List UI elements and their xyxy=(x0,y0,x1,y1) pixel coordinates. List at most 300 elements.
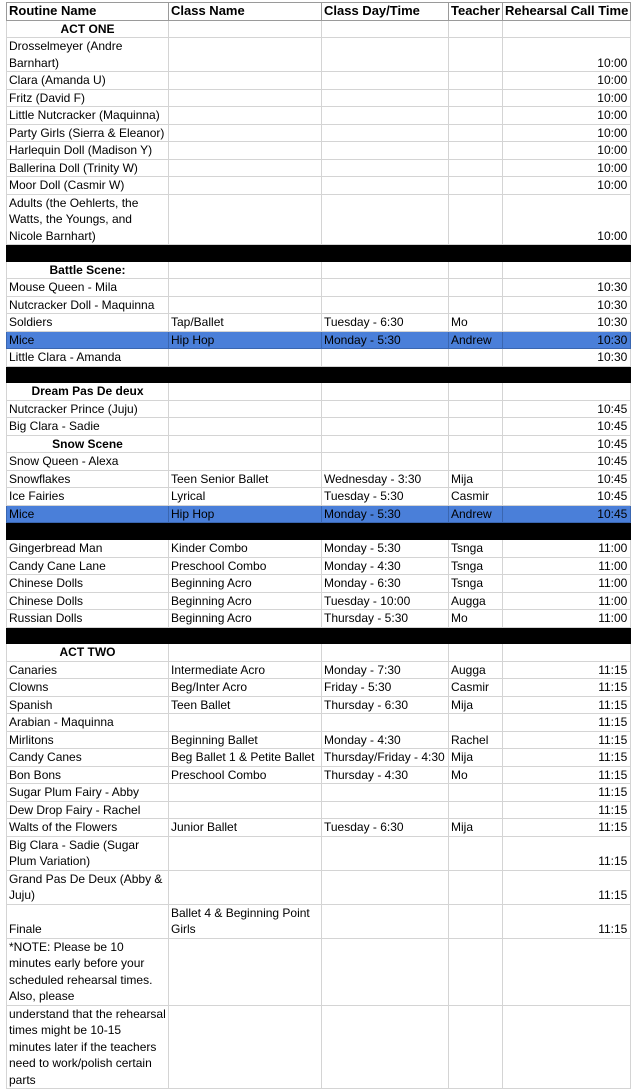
class-day-time-cell[interactable]: Thursday/Friday - 4:30 xyxy=(322,749,449,767)
teacher-cell[interactable]: Casmir xyxy=(449,679,503,697)
table-row xyxy=(7,349,631,367)
divider-cell[interactable] xyxy=(503,245,631,262)
table-row xyxy=(7,453,631,471)
teacher-cell[interactable] xyxy=(449,177,503,195)
table-row xyxy=(7,661,631,679)
teacher-cell[interactable] xyxy=(449,89,503,107)
class-day-time-cell[interactable] xyxy=(322,801,449,819)
routine-name-cell[interactable]: Spanish xyxy=(7,696,169,714)
class-day-time-cell[interactable]: Thursday - 5:30 xyxy=(322,610,449,628)
divider-cell[interactable] xyxy=(449,366,503,383)
section-heading[interactable]: Battle Scene: xyxy=(7,261,169,279)
class-day-time-cell[interactable]: Thursday - 4:30 xyxy=(322,766,449,784)
table-row xyxy=(7,766,631,784)
routine-name-cell[interactable]: Mirlitons xyxy=(7,731,169,749)
call-time-cell[interactable]: 10:00 xyxy=(503,38,631,72)
teacher-cell[interactable] xyxy=(449,349,503,367)
teacher-cell[interactable]: Mo xyxy=(449,314,503,332)
call-time-cell[interactable] xyxy=(503,938,631,1005)
teacher-cell[interactable] xyxy=(449,194,503,245)
class-name-cell[interactable]: Tap/Ballet xyxy=(169,314,322,332)
routine-name-cell[interactable]: Mice xyxy=(7,331,169,349)
rehearsal-schedule-table xyxy=(6,2,631,1089)
class-name-cell[interactable]: Hip Hop xyxy=(169,331,322,349)
routine-name-cell[interactable]: Little Nutcracker (Maquinna) xyxy=(7,107,169,125)
teacher-cell[interactable]: Mo xyxy=(449,610,503,628)
routine-name-cell[interactable]: Little Clara - Amanda xyxy=(7,349,169,367)
table-row xyxy=(7,696,631,714)
class-day-time-cell[interactable] xyxy=(322,261,449,279)
table-row xyxy=(7,194,631,245)
class-day-time-cell[interactable]: Tuesday - 6:30 xyxy=(322,314,449,332)
class-day-time-cell[interactable] xyxy=(322,714,449,732)
class-name-cell[interactable] xyxy=(169,177,322,195)
class-name-cell[interactable]: Preschool Combo xyxy=(169,766,322,784)
call-time-cell[interactable]: 11:00 xyxy=(503,557,631,575)
header-class-day-time[interactable]: Class Day/Time xyxy=(322,3,449,21)
teacher-cell[interactable]: Augga xyxy=(449,592,503,610)
teacher-cell[interactable] xyxy=(449,801,503,819)
class-name-cell[interactable] xyxy=(169,453,322,471)
class-name-cell[interactable] xyxy=(169,383,322,401)
table-row xyxy=(7,107,631,125)
routine-name-cell[interactable]: Soldiers xyxy=(7,314,169,332)
table-row xyxy=(7,784,631,802)
teacher-cell[interactable]: Andrew xyxy=(449,505,503,523)
class-day-time-cell[interactable]: Monday - 6:30 xyxy=(322,575,449,593)
table-row xyxy=(7,72,631,90)
class-name-cell[interactable] xyxy=(169,296,322,314)
class-name-cell[interactable] xyxy=(169,714,322,732)
header-teacher[interactable]: Teacher xyxy=(449,3,503,21)
table-row xyxy=(7,557,631,575)
divider-cell[interactable] xyxy=(7,627,169,644)
call-time-cell[interactable]: 10:45 xyxy=(503,400,631,418)
class-day-time-cell[interactable]: Thursday - 6:30 xyxy=(322,696,449,714)
routine-name-cell[interactable]: Sugar Plum Fairy - Abby xyxy=(7,784,169,802)
class-day-time-cell[interactable]: Wednesday - 3:30 xyxy=(322,470,449,488)
class-day-time-cell[interactable] xyxy=(322,349,449,367)
teacher-cell[interactable] xyxy=(449,159,503,177)
routine-name-cell[interactable]: Candy Canes xyxy=(7,749,169,767)
section-heading-row xyxy=(7,383,631,401)
teacher-cell[interactable] xyxy=(449,261,503,279)
routine-name-cell[interactable]: Nutcracker Doll - Maquinna xyxy=(7,296,169,314)
teacher-cell[interactable] xyxy=(449,784,503,802)
class-day-time-cell[interactable] xyxy=(322,194,449,245)
divider-cell[interactable] xyxy=(322,523,449,540)
class-name-cell[interactable] xyxy=(169,836,322,870)
routine-name-cell[interactable]: Chinese Dolls xyxy=(7,575,169,593)
routine-name-cell[interactable]: Ice Fairies xyxy=(7,488,169,506)
class-name-cell[interactable] xyxy=(169,107,322,125)
routine-name-cell[interactable]: Adults (the Oehlerts, the Watts, the Youngs, and Nicole Barnhart) xyxy=(7,194,169,245)
class-name-cell[interactable]: Beginning Acro xyxy=(169,575,322,593)
call-time-cell[interactable] xyxy=(503,20,631,38)
call-time-cell[interactable] xyxy=(503,1005,631,1089)
call-time-cell[interactable]: 11:00 xyxy=(503,592,631,610)
call-time-cell[interactable]: 10:45 xyxy=(503,435,631,453)
routine-name-cell[interactable]: Fritz (David F) xyxy=(7,89,169,107)
divider-cell[interactable] xyxy=(322,366,449,383)
table-body xyxy=(7,3,631,1089)
call-time-cell[interactable] xyxy=(503,644,631,662)
note-text[interactable]: understand that the rehearsal times might be 10-15 minutes later if the teachers need to work/polish certain parts xyxy=(7,1005,169,1089)
call-time-cell[interactable]: 11:15 xyxy=(503,661,631,679)
table-row xyxy=(7,749,631,767)
routine-name-cell[interactable]: Finale xyxy=(7,904,169,938)
table-row xyxy=(7,38,631,72)
class-day-time-cell[interactable]: Monday - 5:30 xyxy=(322,505,449,523)
teacher-cell[interactable] xyxy=(449,453,503,471)
routine-name-cell[interactable]: Dew Drop Fairy - Rachel xyxy=(7,801,169,819)
class-name-cell[interactable]: Intermediate Acro xyxy=(169,661,322,679)
section-heading[interactable]: Snow Scene xyxy=(7,435,169,453)
section-divider-row xyxy=(7,245,631,262)
call-time-cell[interactable]: 10:45 xyxy=(503,505,631,523)
section-heading[interactable]: ACT TWO xyxy=(7,644,169,662)
teacher-cell[interactable]: Casmir xyxy=(449,488,503,506)
teacher-cell[interactable] xyxy=(449,904,503,938)
routine-name-cell[interactable]: Party Girls (Sierra & Eleanor) xyxy=(7,124,169,142)
teacher-cell[interactable] xyxy=(449,124,503,142)
routine-name-cell[interactable]: Bon Bons xyxy=(7,766,169,784)
teacher-cell[interactable]: Mija xyxy=(449,696,503,714)
call-time-cell[interactable]: 10:00 xyxy=(503,124,631,142)
teacher-cell[interactable] xyxy=(449,279,503,297)
class-name-cell[interactable] xyxy=(169,784,322,802)
class-day-time-cell[interactable] xyxy=(322,400,449,418)
table-row xyxy=(7,836,631,870)
class-day-time-cell[interactable] xyxy=(322,1005,449,1089)
class-day-time-cell[interactable] xyxy=(322,418,449,436)
table-row xyxy=(7,801,631,819)
divider-cell[interactable] xyxy=(169,366,322,383)
class-day-time-cell[interactable] xyxy=(322,124,449,142)
class-day-time-cell[interactable]: Tuesday - 6:30 xyxy=(322,819,449,837)
call-time-cell[interactable]: 11:15 xyxy=(503,904,631,938)
class-name-cell[interactable]: Beginning Acro xyxy=(169,610,322,628)
routine-name-cell[interactable]: Mice xyxy=(7,505,169,523)
teacher-cell[interactable]: Augga xyxy=(449,661,503,679)
class-name-cell[interactable] xyxy=(169,20,322,38)
call-time-cell[interactable]: 10:00 xyxy=(503,89,631,107)
class-name-cell[interactable]: Teen Senior Ballet xyxy=(169,470,322,488)
table-row xyxy=(7,470,631,488)
class-day-time-cell[interactable]: Monday - 4:30 xyxy=(322,731,449,749)
class-name-cell[interactable]: Beginning Ballet xyxy=(169,731,322,749)
section-heading-row xyxy=(7,435,631,453)
call-time-cell[interactable]: 11:00 xyxy=(503,610,631,628)
class-name-cell[interactable] xyxy=(169,418,322,436)
class-day-time-cell[interactable] xyxy=(322,784,449,802)
section-heading-row xyxy=(7,644,631,662)
class-name-cell[interactable] xyxy=(169,38,322,72)
routine-name-cell[interactable]: Big Clara - Sadie (Sugar Plum Variation) xyxy=(7,836,169,870)
table-row xyxy=(7,418,631,436)
class-day-time-cell[interactable] xyxy=(322,72,449,90)
teacher-cell[interactable]: Mija xyxy=(449,470,503,488)
routine-name-cell[interactable]: Clara (Amanda U) xyxy=(7,72,169,90)
class-name-cell[interactable]: Teen Ballet xyxy=(169,696,322,714)
call-time-cell[interactable]: 10:45 xyxy=(503,418,631,436)
divider-cell[interactable] xyxy=(449,245,503,262)
class-name-cell[interactable] xyxy=(169,801,322,819)
routine-name-cell[interactable]: Clowns xyxy=(7,679,169,697)
class-name-cell[interactable]: Junior Ballet xyxy=(169,819,322,837)
routine-name-cell[interactable]: Moor Doll (Casmir W) xyxy=(7,177,169,195)
divider-cell[interactable] xyxy=(449,627,503,644)
teacher-cell[interactable]: Mija xyxy=(449,749,503,767)
call-time-cell[interactable] xyxy=(503,261,631,279)
note-text[interactable]: *NOTE: Please be 10 minutes early before your scheduled rehearsal times. Also, please xyxy=(7,938,169,1005)
class-name-cell[interactable] xyxy=(169,279,322,297)
routine-name-cell[interactable]: Gingerbread Man xyxy=(7,540,169,558)
divider-cell[interactable] xyxy=(7,366,169,383)
teacher-cell[interactable] xyxy=(449,296,503,314)
section-heading-row xyxy=(7,20,631,38)
call-time-cell[interactable]: 11:15 xyxy=(503,870,631,904)
header-rehearsal-call-time[interactable]: Rehearsal Call Time xyxy=(503,3,631,21)
call-time-cell[interactable]: 11:15 xyxy=(503,784,631,802)
call-time-cell[interactable]: 10:45 xyxy=(503,453,631,471)
call-time-cell[interactable]: 11:15 xyxy=(503,679,631,697)
class-name-cell[interactable] xyxy=(169,261,322,279)
call-time-cell[interactable]: 11:00 xyxy=(503,575,631,593)
call-time-cell[interactable]: 10:30 xyxy=(503,314,631,332)
class-name-cell[interactable] xyxy=(169,89,322,107)
teacher-cell[interactable] xyxy=(449,714,503,732)
table-row xyxy=(7,575,631,593)
call-time-cell[interactable]: 11:15 xyxy=(503,714,631,732)
class-day-time-cell[interactable] xyxy=(322,870,449,904)
class-day-time-cell[interactable]: Tuesday - 10:00 xyxy=(322,592,449,610)
class-name-cell[interactable] xyxy=(169,644,322,662)
class-name-cell[interactable] xyxy=(169,72,322,90)
class-day-time-cell[interactable]: Friday - 5:30 xyxy=(322,679,449,697)
call-time-cell[interactable]: 11:15 xyxy=(503,819,631,837)
table-row xyxy=(7,731,631,749)
class-name-cell[interactable]: Ballet 4 & Beginning Point Girls xyxy=(169,904,322,938)
note-row xyxy=(7,938,631,1005)
teacher-cell[interactable] xyxy=(449,870,503,904)
table-row xyxy=(7,679,631,697)
table-row xyxy=(7,177,631,195)
divider-cell[interactable] xyxy=(322,627,449,644)
teacher-cell[interactable] xyxy=(449,938,503,1005)
call-time-cell[interactable]: 10:30 xyxy=(503,279,631,297)
table-row xyxy=(7,488,631,506)
call-time-cell[interactable]: 11:00 xyxy=(503,540,631,558)
routine-name-cell[interactable]: Grand Pas De Deux (Abby & Juju) xyxy=(7,870,169,904)
call-time-cell[interactable]: 10:00 xyxy=(503,107,631,125)
class-day-time-cell[interactable] xyxy=(322,177,449,195)
call-time-cell[interactable]: 10:00 xyxy=(503,72,631,90)
table-row xyxy=(7,89,631,107)
class-day-time-cell[interactable]: Tuesday - 5:30 xyxy=(322,488,449,506)
teacher-cell[interactable]: Tsnga xyxy=(449,575,503,593)
class-day-time-cell[interactable] xyxy=(322,644,449,662)
table-row xyxy=(7,540,631,558)
class-name-cell[interactable] xyxy=(169,124,322,142)
teacher-cell[interactable] xyxy=(449,418,503,436)
class-name-cell[interactable] xyxy=(169,435,322,453)
divider-cell[interactable] xyxy=(169,523,322,540)
class-name-cell[interactable] xyxy=(169,349,322,367)
teacher-cell[interactable]: Rachel xyxy=(449,731,503,749)
class-name-cell[interactable] xyxy=(169,400,322,418)
call-time-cell[interactable]: 10:30 xyxy=(503,331,631,349)
teacher-cell[interactable] xyxy=(449,20,503,38)
teacher-cell[interactable]: Mo xyxy=(449,766,503,784)
class-day-time-cell[interactable] xyxy=(322,904,449,938)
call-time-cell[interactable]: 11:15 xyxy=(503,801,631,819)
routine-name-cell[interactable]: Nutcracker Prince (Juju) xyxy=(7,400,169,418)
section-divider-row xyxy=(7,627,631,644)
divider-cell[interactable] xyxy=(7,245,169,262)
routine-name-cell[interactable]: Candy Cane Lane xyxy=(7,557,169,575)
teacher-cell[interactable]: Mija xyxy=(449,819,503,837)
table-row xyxy=(7,870,631,904)
routine-name-cell[interactable]: Walts of the Flowers xyxy=(7,819,169,837)
class-day-time-cell[interactable]: Monday - 7:30 xyxy=(322,661,449,679)
section-heading-row xyxy=(7,261,631,279)
class-name-cell[interactable]: Beg/Inter Acro xyxy=(169,679,322,697)
teacher-cell[interactable] xyxy=(449,383,503,401)
routine-name-cell[interactable]: Drosselmeyer (Andre Barnhart) xyxy=(7,38,169,72)
class-day-time-cell[interactable] xyxy=(322,159,449,177)
class-day-time-cell[interactable] xyxy=(322,89,449,107)
class-day-time-cell[interactable]: Monday - 5:30 xyxy=(322,331,449,349)
divider-cell[interactable] xyxy=(322,245,449,262)
call-time-cell[interactable]: 10:00 xyxy=(503,194,631,245)
routine-name-cell[interactable]: Ballerina Doll (Trinity W) xyxy=(7,159,169,177)
call-time-cell[interactable]: 11:15 xyxy=(503,696,631,714)
section-divider-row xyxy=(7,523,631,540)
routine-name-cell[interactable]: Snowflakes xyxy=(7,470,169,488)
class-name-cell[interactable] xyxy=(169,142,322,160)
call-time-cell[interactable]: 10:30 xyxy=(503,296,631,314)
class-name-cell[interactable] xyxy=(169,938,322,1005)
table-row xyxy=(7,592,631,610)
divider-cell[interactable] xyxy=(503,523,631,540)
routine-name-cell[interactable]: Harlequin Doll (Madison Y) xyxy=(7,142,169,160)
class-day-time-cell[interactable] xyxy=(322,107,449,125)
teacher-cell[interactable] xyxy=(449,400,503,418)
class-day-time-cell[interactable] xyxy=(322,20,449,38)
routine-name-cell[interactable]: Big Clara - Sadie xyxy=(7,418,169,436)
table-row xyxy=(7,296,631,314)
teacher-cell[interactable] xyxy=(449,72,503,90)
class-day-time-cell[interactable] xyxy=(322,836,449,870)
table-row xyxy=(7,400,631,418)
call-time-cell[interactable]: 11:15 xyxy=(503,731,631,749)
class-name-cell[interactable]: Beginning Acro xyxy=(169,592,322,610)
divider-cell[interactable] xyxy=(169,245,322,262)
call-time-cell[interactable]: 10:45 xyxy=(503,470,631,488)
header-class-name[interactable]: Class Name xyxy=(169,3,322,21)
header-routine-name[interactable]: Routine Name xyxy=(7,3,169,21)
call-time-cell[interactable]: 10:00 xyxy=(503,159,631,177)
class-name-cell[interactable]: Preschool Combo xyxy=(169,557,322,575)
table-row xyxy=(7,819,631,837)
call-time-cell[interactable]: 10:00 xyxy=(503,142,631,160)
class-day-time-cell[interactable]: Monday - 4:30 xyxy=(322,557,449,575)
teacher-cell[interactable] xyxy=(449,836,503,870)
teacher-cell[interactable] xyxy=(449,1005,503,1089)
teacher-cell[interactable] xyxy=(449,142,503,160)
header-row xyxy=(7,3,631,21)
call-time-cell[interactable]: 11:15 xyxy=(503,766,631,784)
table-row xyxy=(7,904,631,938)
divider-cell[interactable] xyxy=(169,627,322,644)
class-name-cell[interactable]: Kinder Combo xyxy=(169,540,322,558)
table-row xyxy=(7,159,631,177)
call-time-cell[interactable]: 10:45 xyxy=(503,488,631,506)
routine-name-cell[interactable]: Russian Dolls xyxy=(7,610,169,628)
class-name-cell[interactable] xyxy=(169,159,322,177)
class-day-time-cell[interactable] xyxy=(322,279,449,297)
table-row xyxy=(7,505,631,523)
section-heading[interactable]: Dream Pas De deux xyxy=(7,383,169,401)
teacher-cell[interactable]: Andrew xyxy=(449,331,503,349)
table-row xyxy=(7,142,631,160)
teacher-cell[interactable]: Tsnga xyxy=(449,540,503,558)
routine-name-cell[interactable]: Arabian - Maquinna xyxy=(7,714,169,732)
note-row xyxy=(7,1005,631,1089)
routine-name-cell[interactable]: Chinese Dolls xyxy=(7,592,169,610)
routine-name-cell[interactable]: Snow Queen - Alexa xyxy=(7,453,169,471)
class-day-time-cell[interactable] xyxy=(322,383,449,401)
table-row xyxy=(7,279,631,297)
teacher-cell[interactable] xyxy=(449,38,503,72)
call-time-cell[interactable]: 11:15 xyxy=(503,836,631,870)
routine-name-cell[interactable]: Canaries xyxy=(7,661,169,679)
routine-name-cell[interactable]: Mouse Queen - Mila xyxy=(7,279,169,297)
class-name-cell[interactable]: Hip Hop xyxy=(169,505,322,523)
teacher-cell[interactable] xyxy=(449,435,503,453)
class-name-cell[interactable] xyxy=(169,194,322,245)
class-day-time-cell[interactable] xyxy=(322,38,449,72)
call-time-cell[interactable]: 10:00 xyxy=(503,177,631,195)
class-day-time-cell[interactable] xyxy=(322,938,449,1005)
table-row xyxy=(7,610,631,628)
call-time-cell[interactable]: 10:30 xyxy=(503,349,631,367)
table-row xyxy=(7,124,631,142)
divider-cell[interactable] xyxy=(7,523,169,540)
class-name-cell[interactable]: Lyrical xyxy=(169,488,322,506)
teacher-cell[interactable] xyxy=(449,107,503,125)
table-row xyxy=(7,314,631,332)
call-time-cell[interactable]: 11:15 xyxy=(503,749,631,767)
class-day-time-cell[interactable] xyxy=(322,435,449,453)
divider-cell[interactable] xyxy=(503,627,631,644)
call-time-cell[interactable] xyxy=(503,383,631,401)
teacher-cell[interactable] xyxy=(449,644,503,662)
divider-cell[interactable] xyxy=(449,523,503,540)
divider-cell[interactable] xyxy=(503,366,631,383)
section-heading[interactable]: ACT ONE xyxy=(7,20,169,38)
section-divider-row xyxy=(7,366,631,383)
teacher-cell[interactable]: Tsnga xyxy=(449,557,503,575)
class-day-time-cell[interactable] xyxy=(322,453,449,471)
class-name-cell[interactable] xyxy=(169,1005,322,1089)
class-day-time-cell[interactable]: Monday - 5:30 xyxy=(322,540,449,558)
class-name-cell[interactable]: Beg Ballet 1 & Petite Ballet xyxy=(169,749,322,767)
class-day-time-cell[interactable] xyxy=(322,296,449,314)
class-name-cell[interactable] xyxy=(169,870,322,904)
class-day-time-cell[interactable] xyxy=(322,142,449,160)
